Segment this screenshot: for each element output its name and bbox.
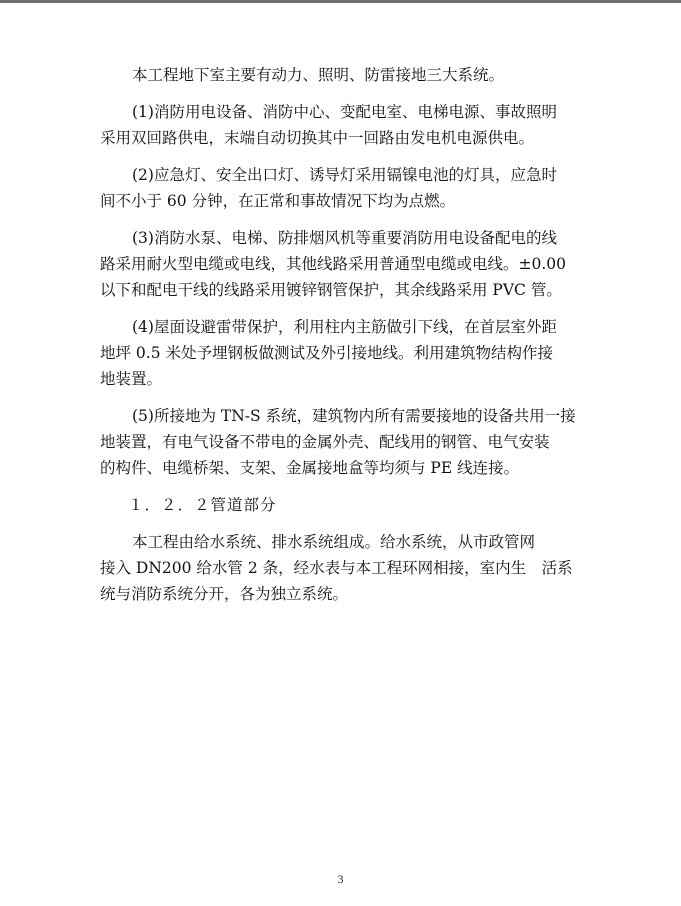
section-heading: １．２．２管道部分 [128,496,277,514]
item-4-line-3: 地装置。 [100,370,163,388]
item-3-line-3: 以下和配电干线的线路采用镀锌钢管保护，其余线路采用 PVC 管。 [100,281,562,299]
item-5-line-1: (5)所接地为 TN-S 系统，建筑物内所有需要接地的设备共用一接 [132,407,576,425]
item-1-line-2: 采用双回路供电，末端自动切换其中一回路由发电机电源供电。 [100,129,535,147]
item-3-line-2: 路采用耐火型电缆或电线，其他线路采用普通型电缆或电线。±0.00 [100,255,567,273]
page-top-border [0,0,681,3]
pipe-paragraph-line-3: 统与消防系统分开，各为独立系统。 [100,585,349,603]
item-3-line-1: (3)消防水泵、电梯、防排烟风机等重要消防用电设备配电的线 [132,229,557,247]
pipe-paragraph-line-2: 接入 DN200 给水管 2 条，经水表与本工程环网相接，室内生 活系 [100,559,573,577]
item-1-line-1: (1)消防用电设备、消防中心、变配电室、电梯电源、事故照明 [132,103,557,121]
item-5-line-3: 的构件、电缆桥架、支架、金属接地盒等均须与 PE 线连接。 [100,459,520,477]
item-4-line-1: (4)屋面设避雷带保护，利用柱内主筋做引下线，在首层室外距 [132,318,557,336]
intro-paragraph: 本工程地下室主要有动力、照明、防雷接地三大系统。 [132,66,505,84]
item-4-line-2: 地坪 0.5 米处予埋钢板做测试及外引接地线。利用建筑物结构作接 [100,344,554,362]
page-number: 3 [337,872,344,886]
pipe-paragraph-line-1: 本工程由给水系统、排水系统组成。给水系统，从市政管网 [132,533,536,551]
document-body [100,62,580,607]
item-5-line-2: 地装置，有电气设备不带电的金属外壳、配线用的钢管、电气安装 [100,433,550,451]
item-2-line-1: (2)应急灯、安全出口灯、诱导灯采用镉镍电池的灯具，应急时 [132,166,557,184]
item-2-line-2: 间不小于 60 分钟，在正常和事故情况下均为点燃。 [100,192,456,210]
